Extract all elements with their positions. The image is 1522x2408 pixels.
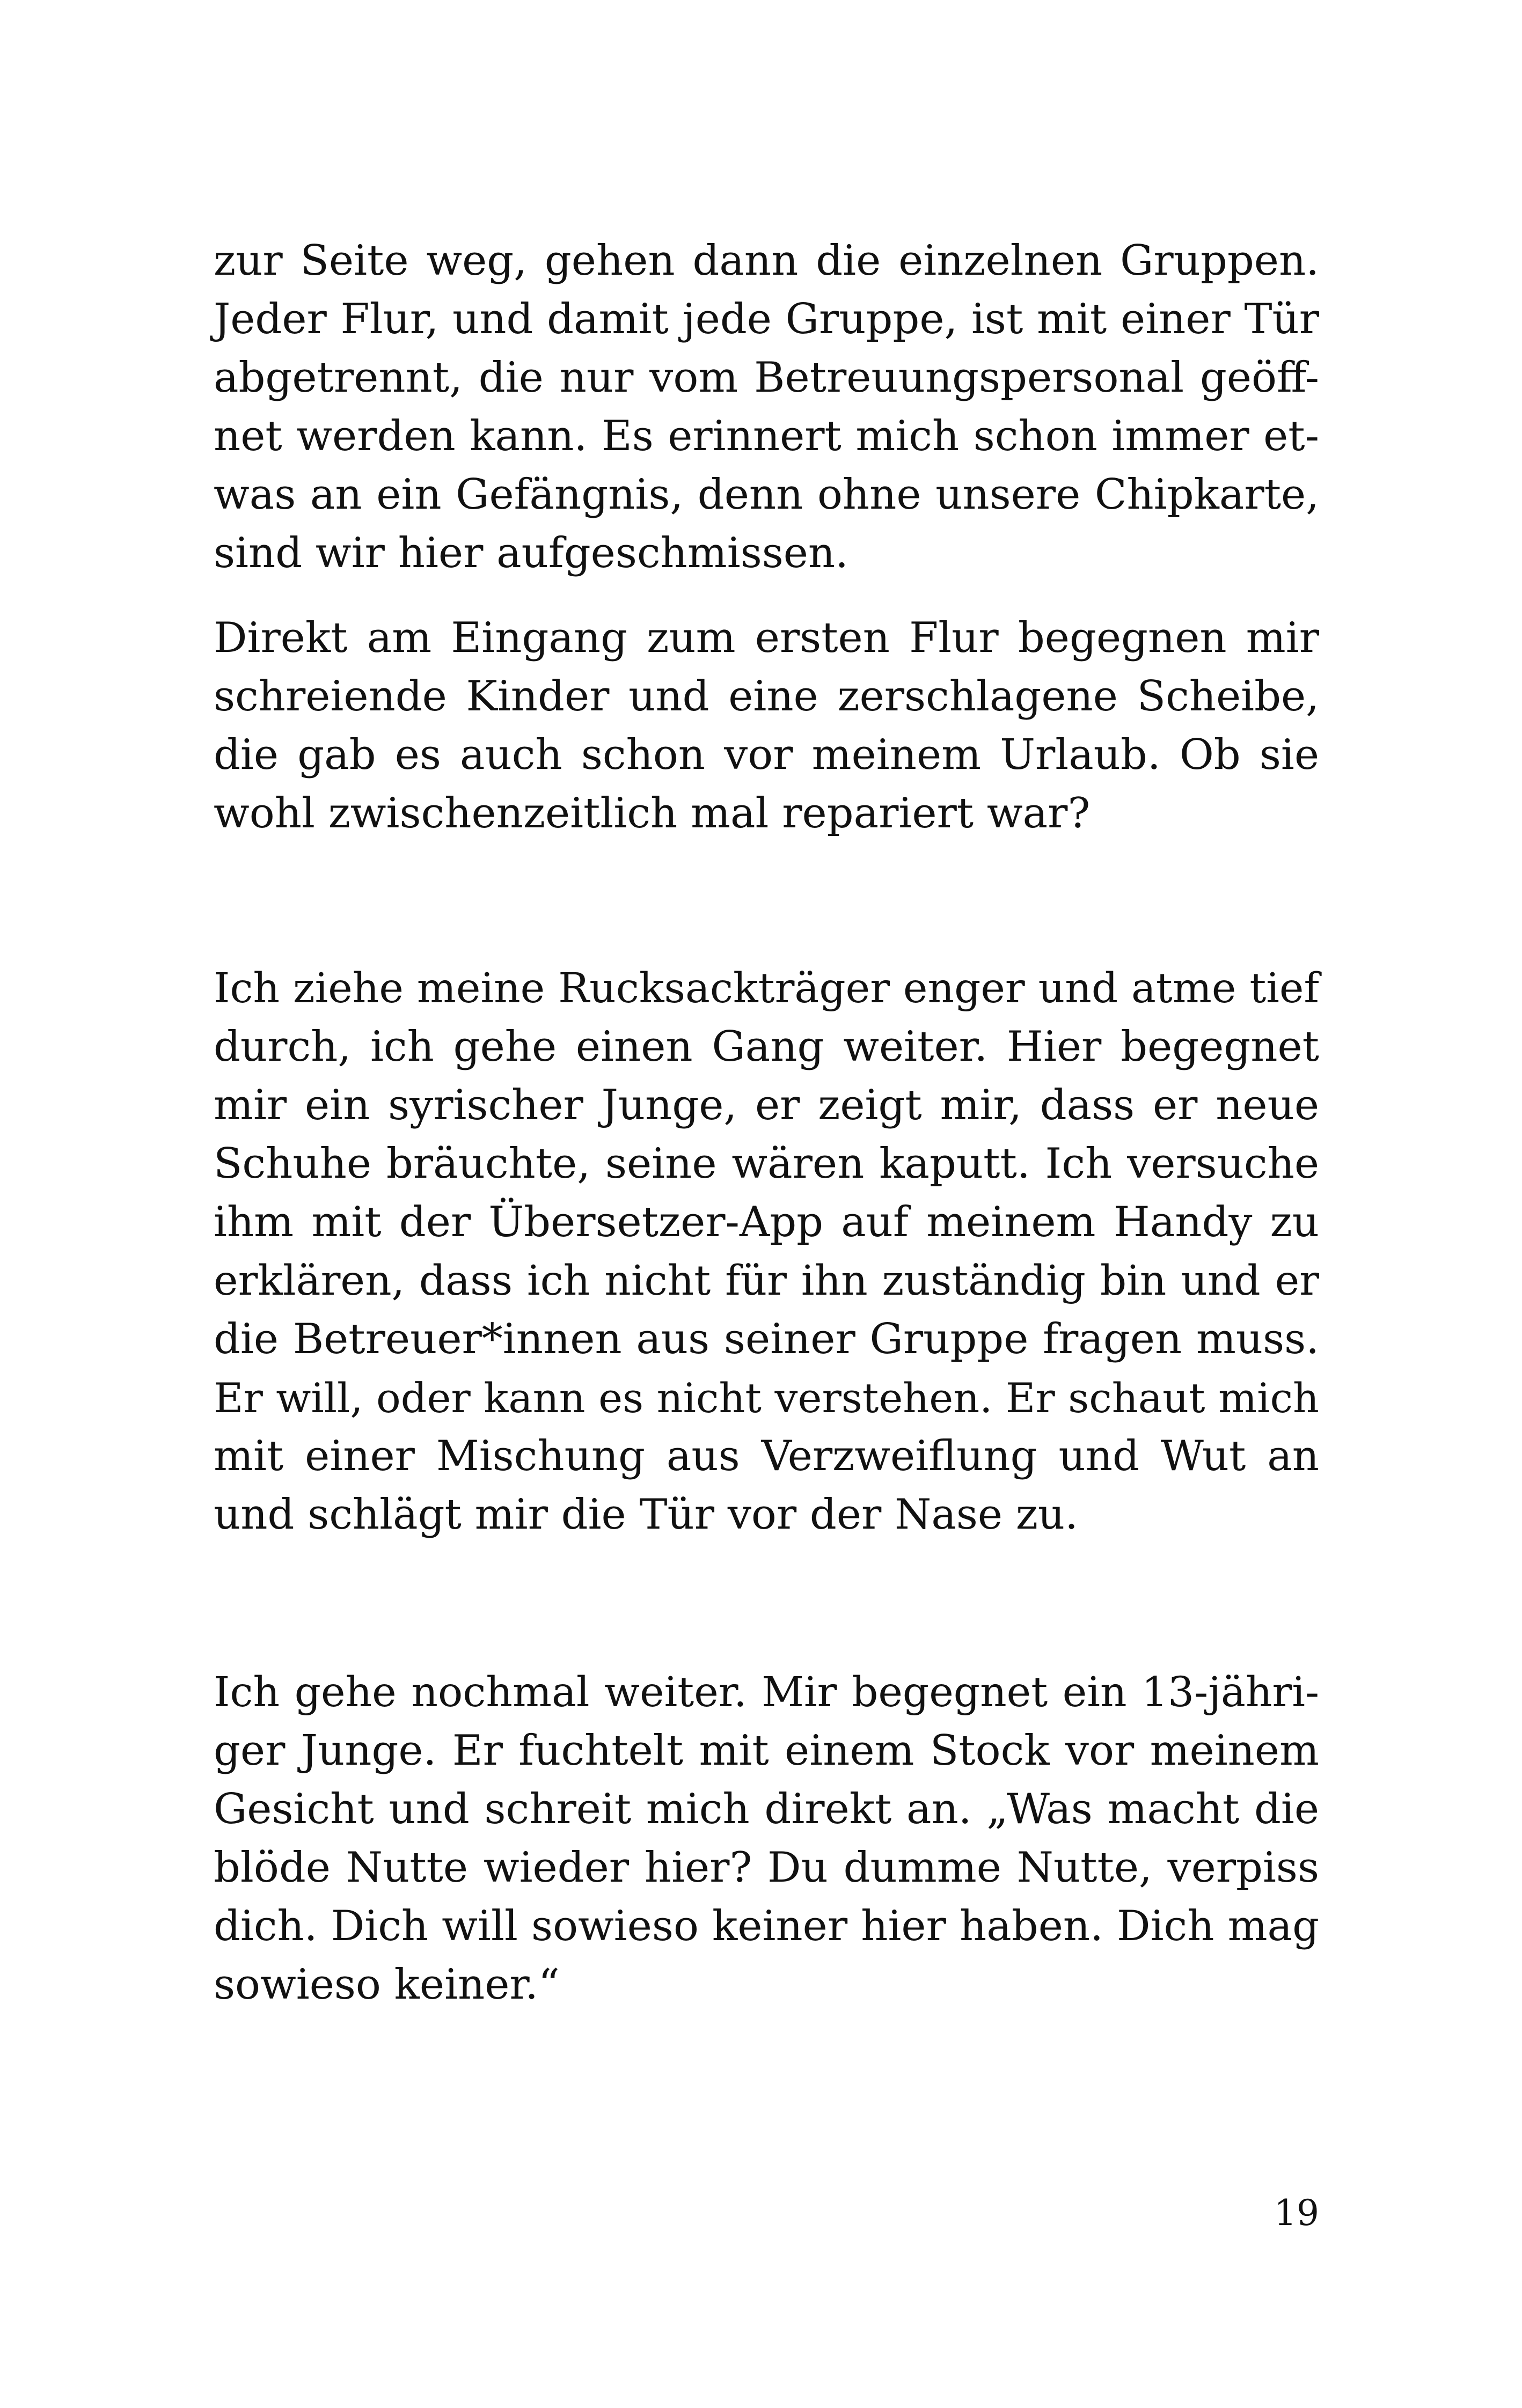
text-line: Direkt am Eingang zum ersten Flur begegnen mir bbox=[214, 614, 1319, 662]
text-line: Jeder Flur, und damit jede Gruppe, ist mit einer Tür bbox=[214, 295, 1319, 343]
text-line: ihm mit der Übersetzer-App auf meinem Handy zu bbox=[214, 1198, 1319, 1246]
text-line: Er will, oder kann es nicht verstehen. Er schaut mich bbox=[214, 1374, 1319, 1422]
text-line: Schuhe bräuchte, seine wären kaputt. Ich versuche bbox=[214, 1140, 1319, 1188]
text-line: wohl zwischenzeitlich mal repariert war? bbox=[214, 789, 1091, 838]
text-line: schreiende Kinder und eine zerschlagene Scheibe, bbox=[214, 672, 1319, 721]
paragraph-3 bbox=[214, 959, 1319, 1544]
paragraph-2 bbox=[214, 609, 1319, 843]
text-line: mir ein syrischer Junge, er zeigt mir, dass er neue bbox=[214, 1081, 1319, 1129]
text-line: durch, ich gehe einen Gang weiter. Hier begegnet bbox=[214, 1023, 1319, 1071]
text-line: blöde Nutte wieder hier? Du dumme Nutte, verpiss bbox=[214, 1844, 1319, 1892]
text-line: ger Junge. Er fuchtelt mit einem Stock vor meinem bbox=[214, 1727, 1319, 1775]
text-line: sind wir hier aufgeschmissen. bbox=[214, 529, 848, 577]
text-line: und schlägt mir die Tür vor der Nase zu. bbox=[214, 1491, 1078, 1539]
text-line: Ich gehe nochmal weiter. Mir begegnet ein 13-jähri- bbox=[214, 1669, 1319, 1716]
text-line: Gesicht und schreit mich direkt an. „Was macht die bbox=[214, 1785, 1319, 1833]
text-line: net werden kann. Es erinnert mich schon immer et- bbox=[214, 412, 1319, 460]
text-line: sowieso keiner.“ bbox=[214, 1961, 560, 2009]
text-line: zur Seite weg, gehen dann die einzelnen Gruppen. bbox=[214, 237, 1319, 285]
text-line: was an ein Gefängnis, denn ohne unsere Chipkarte, bbox=[214, 471, 1319, 519]
text-line: erklären, dass ich nicht für ihn zuständig bin und er bbox=[214, 1257, 1319, 1305]
text-line: abgetrennt, die nur vom Betreuungspersonal geöff- bbox=[214, 354, 1319, 402]
text-line: dich. Dich will sowieso keiner hier haben. Dich mag bbox=[214, 1902, 1319, 1950]
text-line: Ich ziehe meine Rucksackträger enger und atme tief bbox=[214, 965, 1319, 1012]
text-line: mit einer Mischung aus Verzweiflung und Wut an bbox=[214, 1432, 1319, 1480]
paragraph-1 bbox=[214, 232, 1319, 583]
text-line: die Betreuer*innen aus seiner Gruppe fragen muss. bbox=[214, 1315, 1319, 1363]
paragraph-4 bbox=[214, 1663, 1319, 2014]
text-line: die gab es auch schon vor meinem Urlaub. Ob sie bbox=[214, 731, 1319, 779]
page-number: 19 bbox=[1274, 2192, 1319, 2234]
